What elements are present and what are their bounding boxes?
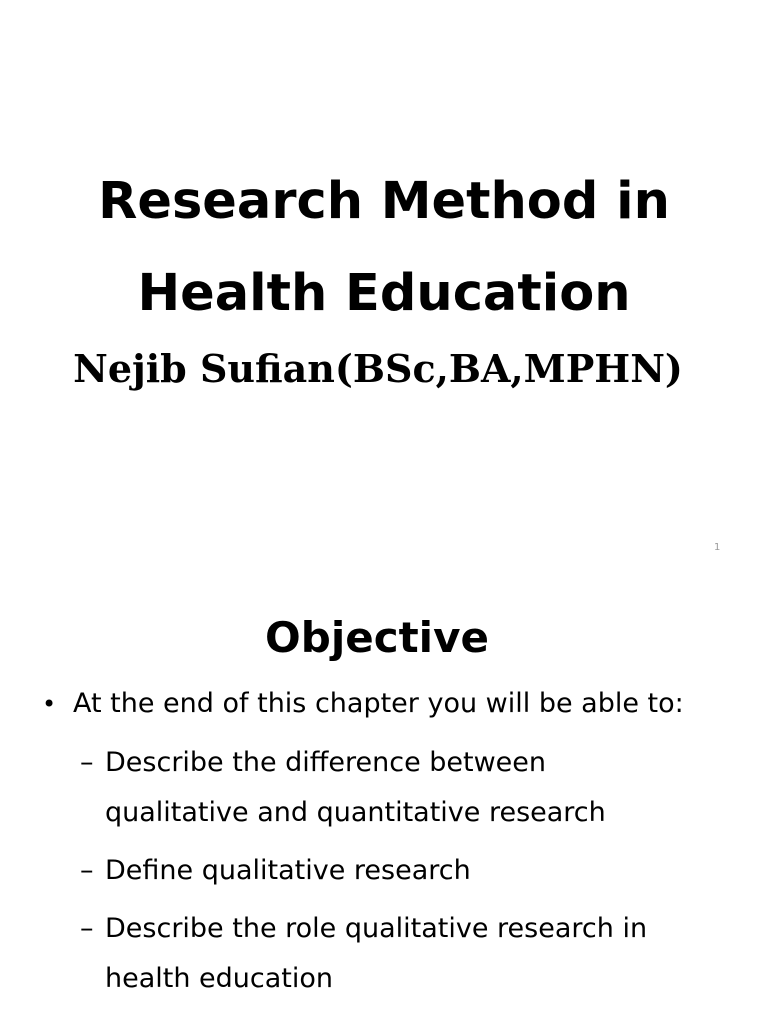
sub-item-line-2: qualitative and quantitative research [105,797,606,828]
sub-item-line-1: Define qualitative research [105,855,471,886]
sub-item-text [105,904,647,1004]
slide-title-line-2: Health Education [137,264,631,323]
slide-title-line-1: Research Method in [98,172,670,231]
dash-marker: – [80,855,94,886]
sub-item-line-1: Describe the difference between [105,747,547,778]
sub-item-line-2: health education [105,963,334,994]
dash-marker: – [80,747,94,778]
objective-heading: Objective [265,613,489,662]
sub-item-text [105,846,471,896]
bullet-text: At the end of this chapter you will be able to: [73,688,684,719]
bullet-marker: • [42,690,57,718]
sub-item-text [105,738,606,838]
page-number: 1 [714,542,721,553]
sub-item-line-1: Describe the role qualitative research in [105,913,648,944]
author-name: Nejib Sufian(BSc,BA,MPHN) [73,346,683,391]
dash-marker: – [80,913,94,944]
